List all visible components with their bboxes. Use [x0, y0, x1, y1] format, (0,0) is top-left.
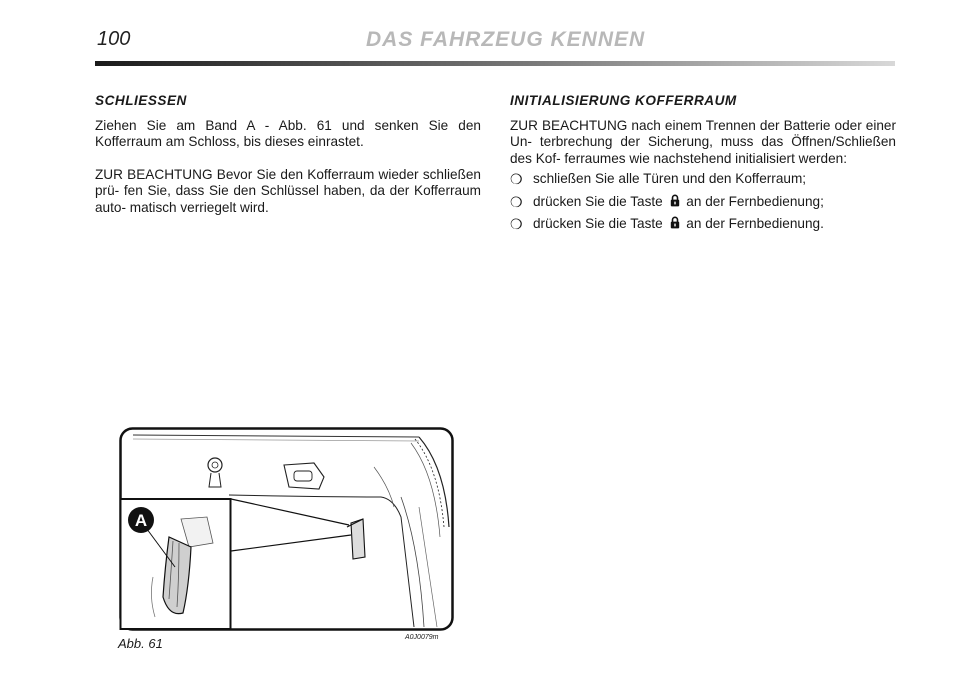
- left-paragraph-1: Ziehen Sie am Band A - Abb. 61 und senken Sie den Kofferraum am Schloss, bis dieses einrastet.: [95, 117, 481, 149]
- lock-icon: [670, 216, 680, 229]
- list-item-text-after: an der Fernbedienung;: [686, 193, 824, 209]
- figure-caption: Abb. 61: [118, 636, 163, 651]
- list-item: [510, 171, 896, 188]
- section-title: DAS FAHRZEUG KENNEN: [366, 28, 646, 51]
- bullet-circle-icon: ❍: [510, 193, 523, 210]
- right-column: [510, 93, 896, 239]
- header-divider: [95, 61, 895, 66]
- left-paragraph-2: ZUR BEACHTUNG Bevor Sie den Kofferraum wieder schließen prü- fen Sie, dass Sie den Schlüssel haben, da der Kofferraum auto- matisch verriegelt wird.: [95, 166, 481, 215]
- right-intro: ZUR BEACHTUNG nach einem Trennen der Batterie oder einer Un- terbrechung der Sicherung, muss das Öffnen/Schließen des Kof- ferraumes wie nachstehend initialisiert werden:: [510, 117, 896, 166]
- page-number: 100: [97, 28, 131, 50]
- left-column: [95, 93, 481, 232]
- bullet-circle-icon: ❍: [510, 216, 523, 232]
- right-heading: INITIALISIERUNG KOFFERRAUM: [510, 93, 737, 108]
- list-item: [510, 216, 896, 233]
- list-item-text-before: drücken Sie die Taste: [533, 193, 663, 209]
- figure-code: A0J0079m: [405, 634, 439, 641]
- lock-icon: [670, 194, 680, 207]
- list-item-text: schließen Sie alle Türen und den Kofferraum;: [533, 171, 807, 186]
- bullet-circle-icon: ❍: [510, 171, 523, 187]
- left-heading: SCHLIESSEN: [95, 93, 187, 108]
- list-item: [510, 194, 896, 211]
- list-item-text-after: an der Fernbedienung.: [686, 216, 824, 231]
- list-item-text-before: drücken Sie die Taste: [533, 216, 663, 231]
- trunk-illustration: [119, 427, 454, 631]
- callout-label: A: [134, 511, 148, 530]
- instruction-list: [510, 171, 896, 233]
